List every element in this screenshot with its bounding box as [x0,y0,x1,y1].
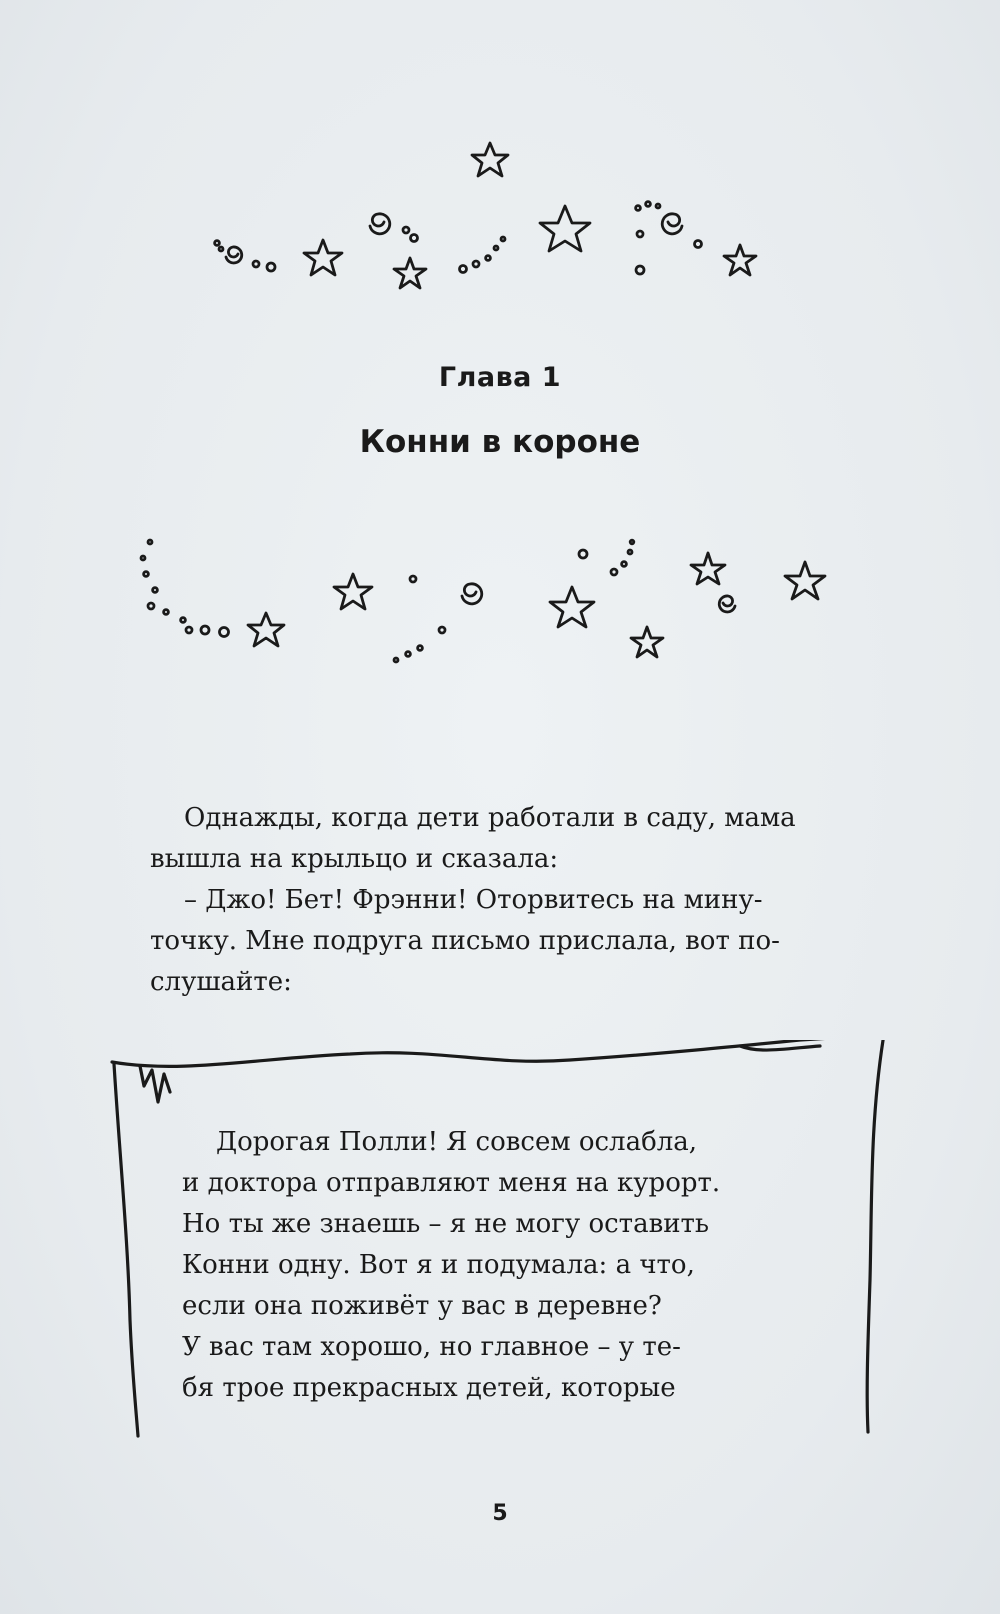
stars-ornament-top [0,130,1000,310]
body-line: вышла на крыльцо и сказала: [150,844,559,874]
letter-text [182,1122,802,1409]
star-icon [394,258,426,288]
body-line: точку. Мне подруга письмо прислала, вот по- [150,926,780,956]
star-icon [631,627,663,657]
spiral-icon [719,596,735,612]
letter-line: бя трое прекрасных детей, которые [182,1373,676,1403]
chapter-title: Конни в короне [359,424,641,460]
letter-line: если она поживёт у вас в деревне? [182,1291,662,1321]
letter-line: и доктора отправляют меня на курорт. [182,1168,721,1198]
star-icon [540,206,590,251]
star-icon [472,143,508,176]
body-line: Однажды, когда дети работали в саду, мама [184,803,796,833]
letter-line: Но ты же знаешь – я не могу оставить [182,1209,710,1239]
stars-ornament-bottom [0,530,1000,690]
star-icon [248,613,284,646]
body-text [150,798,866,1003]
body-line: слушайте: [150,967,292,997]
star-icon [724,245,756,275]
star-icon [304,240,342,275]
spiral-icon [662,214,682,234]
body-line: – Джо! Бет! Фрэнни! Оторвитесь на мину- [184,885,763,915]
spiral-icon [226,247,242,263]
star-icon [691,553,725,584]
star-icon [785,562,825,599]
chapter-label: Глава 1 [438,362,562,393]
letter-line: Конни одну. Вот я и подумала: а что, [182,1250,695,1280]
star-icon [334,574,372,609]
spiral-icon [370,214,390,234]
letter-line: Дорогая Полли! Я совсем ослабла, [216,1127,697,1157]
spiral-icon [462,584,482,604]
letter-line: У вас там хорошо, но главное – у те- [182,1332,681,1362]
star-icon [550,587,594,627]
page-number: 5 [492,1501,508,1526]
